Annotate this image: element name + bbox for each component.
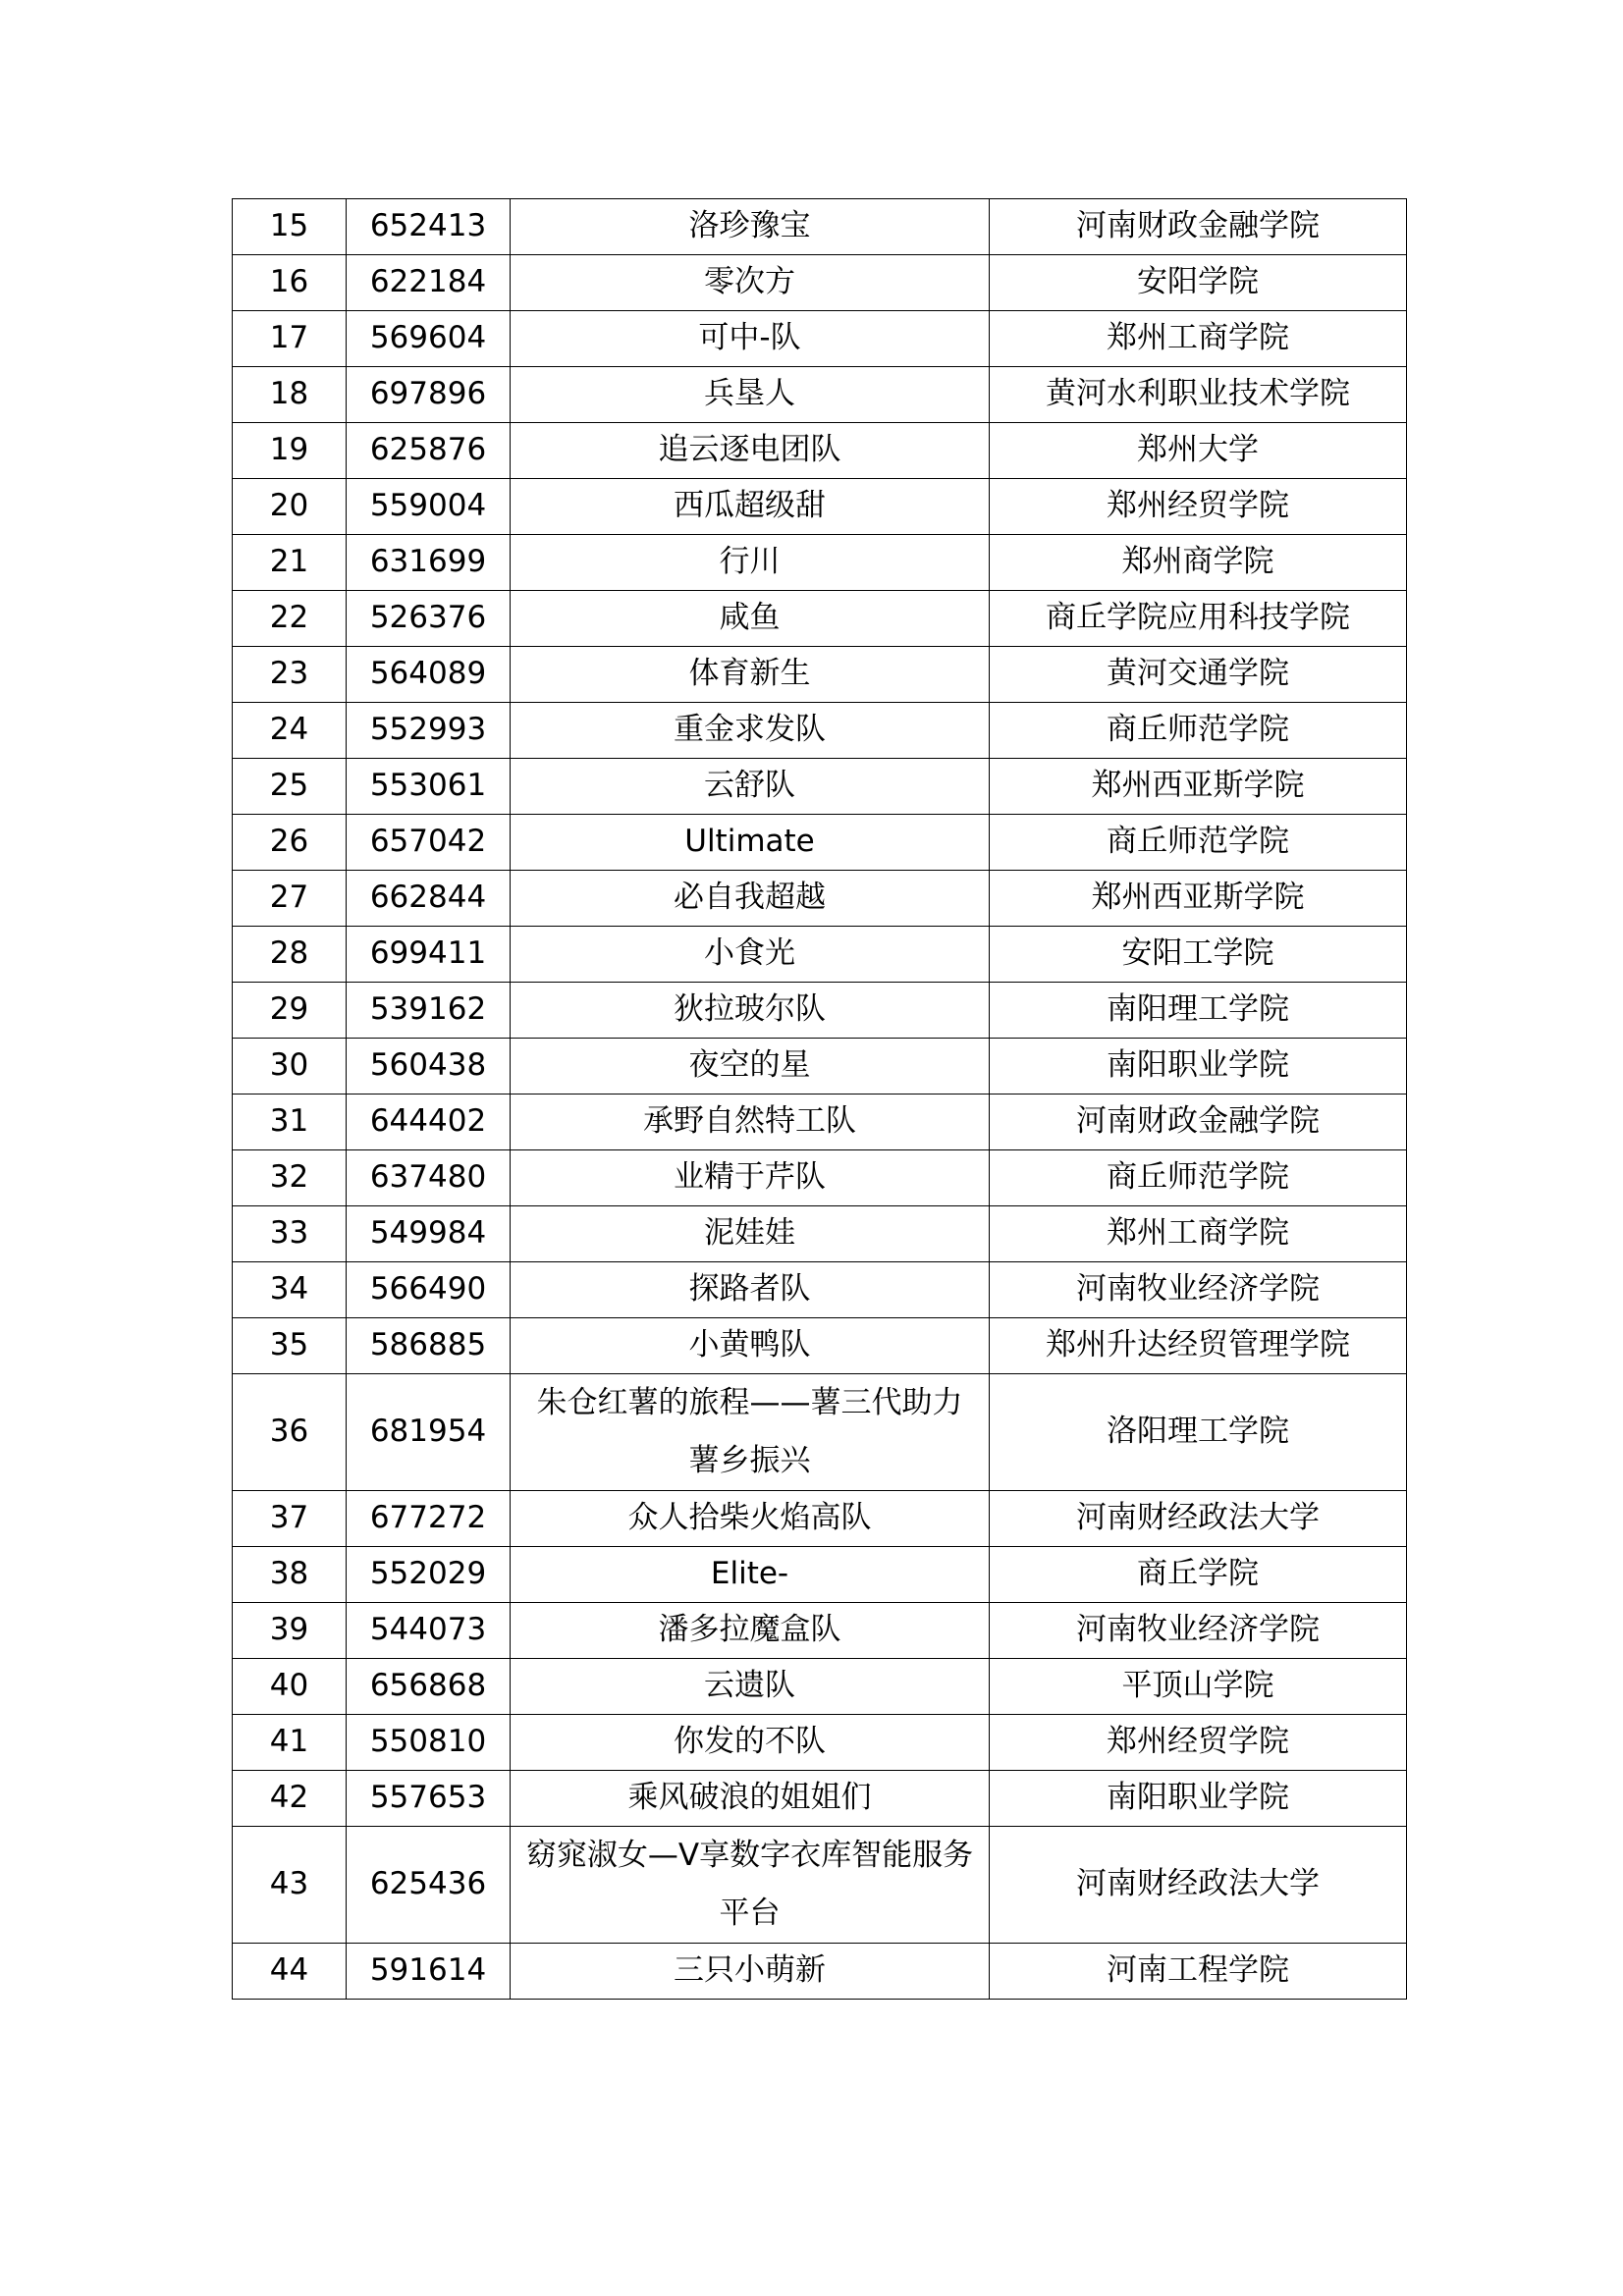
team-name-cell: 业精于芹队 bbox=[511, 1150, 990, 1206]
school-name-cell: 郑州工商学院 bbox=[990, 311, 1407, 367]
entry-id-cell: 591614 bbox=[347, 1944, 511, 2000]
school-name-cell: 南阳理工学院 bbox=[990, 983, 1407, 1039]
table-row bbox=[233, 591, 1407, 647]
school-name-cell: 黄河交通学院 bbox=[990, 647, 1407, 703]
row-number-cell: 36 bbox=[233, 1374, 347, 1491]
row-number-cell: 22 bbox=[233, 591, 347, 647]
team-name-cell: 云遗队 bbox=[511, 1659, 990, 1715]
team-name-cell: 行川 bbox=[511, 535, 990, 591]
table-row bbox=[233, 815, 1407, 871]
school-name-cell: 平顶山学院 bbox=[990, 1659, 1407, 1715]
table-row bbox=[233, 1715, 1407, 1771]
table-row bbox=[233, 1039, 1407, 1095]
table-row bbox=[233, 1262, 1407, 1318]
row-number-cell: 29 bbox=[233, 983, 347, 1039]
school-name-cell: 郑州大学 bbox=[990, 423, 1407, 479]
table-row bbox=[233, 927, 1407, 983]
row-number-cell: 26 bbox=[233, 815, 347, 871]
entry-id-cell: 631699 bbox=[347, 535, 511, 591]
team-name-cell: 众人拾柴火焰高队 bbox=[511, 1491, 990, 1547]
table-row bbox=[233, 1318, 1407, 1374]
team-roster-table bbox=[232, 198, 1407, 2000]
row-number-cell: 32 bbox=[233, 1150, 347, 1206]
school-name-cell: 河南工程学院 bbox=[990, 1944, 1407, 2000]
table-row bbox=[233, 535, 1407, 591]
team-name-cell: 探路者队 bbox=[511, 1262, 990, 1318]
team-name-cell: 承野自然特工队 bbox=[511, 1095, 990, 1150]
table-row bbox=[233, 647, 1407, 703]
team-name-cell: 窈窕淑女—V享数字衣库智能服务平台 bbox=[511, 1827, 990, 1944]
roster-table-body bbox=[233, 199, 1407, 2000]
row-number-cell: 21 bbox=[233, 535, 347, 591]
row-number-cell: 44 bbox=[233, 1944, 347, 2000]
row-number-cell: 33 bbox=[233, 1206, 347, 1262]
team-name-cell: Elite- bbox=[511, 1547, 990, 1603]
entry-id-cell: 662844 bbox=[347, 871, 511, 927]
school-name-cell: 郑州西亚斯学院 bbox=[990, 759, 1407, 815]
row-number-cell: 27 bbox=[233, 871, 347, 927]
school-name-cell: 河南财政金融学院 bbox=[990, 199, 1407, 255]
team-name-cell: 云舒队 bbox=[511, 759, 990, 815]
team-name-cell: 必自我超越 bbox=[511, 871, 990, 927]
team-name-cell: 潘多拉魔盒队 bbox=[511, 1603, 990, 1659]
team-name-cell: 咸鱼 bbox=[511, 591, 990, 647]
school-name-cell: 商丘学院应用科技学院 bbox=[990, 591, 1407, 647]
team-name-cell: 追云逐电团队 bbox=[511, 423, 990, 479]
school-name-cell: 商丘师范学院 bbox=[990, 815, 1407, 871]
row-number-cell: 23 bbox=[233, 647, 347, 703]
school-name-cell: 安阳学院 bbox=[990, 255, 1407, 311]
entry-id-cell: 625436 bbox=[347, 1827, 511, 1944]
row-number-cell: 20 bbox=[233, 479, 347, 535]
school-name-cell: 郑州西亚斯学院 bbox=[990, 871, 1407, 927]
table-row bbox=[233, 1944, 1407, 2000]
school-name-cell: 商丘学院 bbox=[990, 1547, 1407, 1603]
row-number-cell: 19 bbox=[233, 423, 347, 479]
entry-id-cell: 557653 bbox=[347, 1771, 511, 1827]
team-name-cell: 朱仓红薯的旅程——薯三代助力薯乡振兴 bbox=[511, 1374, 990, 1491]
row-number-cell: 24 bbox=[233, 703, 347, 759]
table-row bbox=[233, 983, 1407, 1039]
table-row bbox=[233, 199, 1407, 255]
team-name-cell: 西瓜超级甜 bbox=[511, 479, 990, 535]
team-name-cell: 兵垦人 bbox=[511, 367, 990, 423]
row-number-cell: 42 bbox=[233, 1771, 347, 1827]
school-name-cell: 商丘师范学院 bbox=[990, 1150, 1407, 1206]
entry-id-cell: 552993 bbox=[347, 703, 511, 759]
table-row bbox=[233, 703, 1407, 759]
table-row bbox=[233, 871, 1407, 927]
table-row bbox=[233, 423, 1407, 479]
row-number-cell: 18 bbox=[233, 367, 347, 423]
school-name-cell: 郑州升达经贸管理学院 bbox=[990, 1318, 1407, 1374]
entry-id-cell: 637480 bbox=[347, 1150, 511, 1206]
team-name-cell: 零次方 bbox=[511, 255, 990, 311]
table-row bbox=[233, 1827, 1407, 1944]
entry-id-cell: 586885 bbox=[347, 1318, 511, 1374]
entry-id-cell: 559004 bbox=[347, 479, 511, 535]
school-name-cell: 河南财经政法大学 bbox=[990, 1491, 1407, 1547]
table-row bbox=[233, 759, 1407, 815]
entry-id-cell: 560438 bbox=[347, 1039, 511, 1095]
team-name-cell: 小黄鸭队 bbox=[511, 1318, 990, 1374]
entry-id-cell: 569604 bbox=[347, 311, 511, 367]
table-row bbox=[233, 255, 1407, 311]
school-name-cell: 郑州商学院 bbox=[990, 535, 1407, 591]
entry-id-cell: 656868 bbox=[347, 1659, 511, 1715]
team-name-cell: 小食光 bbox=[511, 927, 990, 983]
entry-id-cell: 677272 bbox=[347, 1491, 511, 1547]
row-number-cell: 28 bbox=[233, 927, 347, 983]
school-name-cell: 郑州经贸学院 bbox=[990, 479, 1407, 535]
entry-id-cell: 697896 bbox=[347, 367, 511, 423]
row-number-cell: 35 bbox=[233, 1318, 347, 1374]
school-name-cell: 郑州经贸学院 bbox=[990, 1715, 1407, 1771]
row-number-cell: 39 bbox=[233, 1603, 347, 1659]
entry-id-cell: 566490 bbox=[347, 1262, 511, 1318]
team-name-cell: 狄拉玻尔队 bbox=[511, 983, 990, 1039]
table-row bbox=[233, 1603, 1407, 1659]
team-name-cell: 可中-队 bbox=[511, 311, 990, 367]
team-name-cell: 乘风破浪的姐姐们 bbox=[511, 1771, 990, 1827]
entry-id-cell: 526376 bbox=[347, 591, 511, 647]
table-row bbox=[233, 1771, 1407, 1827]
entry-id-cell: 699411 bbox=[347, 927, 511, 983]
row-number-cell: 25 bbox=[233, 759, 347, 815]
row-number-cell: 37 bbox=[233, 1491, 347, 1547]
table-row bbox=[233, 311, 1407, 367]
school-name-cell: 南阳职业学院 bbox=[990, 1039, 1407, 1095]
row-number-cell: 16 bbox=[233, 255, 347, 311]
entry-id-cell: 550810 bbox=[347, 1715, 511, 1771]
table-row bbox=[233, 1547, 1407, 1603]
row-number-cell: 15 bbox=[233, 199, 347, 255]
entry-id-cell: 549984 bbox=[347, 1206, 511, 1262]
team-name-cell: 泥娃娃 bbox=[511, 1206, 990, 1262]
table-row bbox=[233, 479, 1407, 535]
team-name-cell: 洛珍豫宝 bbox=[511, 199, 990, 255]
table-row bbox=[233, 1095, 1407, 1150]
team-name-cell: 体育新生 bbox=[511, 647, 990, 703]
school-name-cell: 郑州工商学院 bbox=[990, 1206, 1407, 1262]
entry-id-cell: 622184 bbox=[347, 255, 511, 311]
entry-id-cell: 644402 bbox=[347, 1095, 511, 1150]
team-name-cell: 夜空的星 bbox=[511, 1039, 990, 1095]
school-name-cell: 安阳工学院 bbox=[990, 927, 1407, 983]
row-number-cell: 30 bbox=[233, 1039, 347, 1095]
row-number-cell: 38 bbox=[233, 1547, 347, 1603]
team-name-cell: 三只小萌新 bbox=[511, 1944, 990, 2000]
table-row bbox=[233, 1491, 1407, 1547]
entry-id-cell: 657042 bbox=[347, 815, 511, 871]
table-row bbox=[233, 1374, 1407, 1491]
row-number-cell: 41 bbox=[233, 1715, 347, 1771]
school-name-cell: 洛阳理工学院 bbox=[990, 1374, 1407, 1491]
row-number-cell: 17 bbox=[233, 311, 347, 367]
row-number-cell: 43 bbox=[233, 1827, 347, 1944]
team-name-cell: 你发的不队 bbox=[511, 1715, 990, 1771]
entry-id-cell: 681954 bbox=[347, 1374, 511, 1491]
entry-id-cell: 652413 bbox=[347, 199, 511, 255]
school-name-cell: 黄河水利职业技术学院 bbox=[990, 367, 1407, 423]
entry-id-cell: 539162 bbox=[347, 983, 511, 1039]
entry-id-cell: 544073 bbox=[347, 1603, 511, 1659]
team-name-cell: 重金求发队 bbox=[511, 703, 990, 759]
table-row bbox=[233, 1150, 1407, 1206]
school-name-cell: 河南财政金融学院 bbox=[990, 1095, 1407, 1150]
school-name-cell: 河南牧业经济学院 bbox=[990, 1603, 1407, 1659]
table-row bbox=[233, 367, 1407, 423]
row-number-cell: 34 bbox=[233, 1262, 347, 1318]
school-name-cell: 河南财经政法大学 bbox=[990, 1827, 1407, 1944]
entry-id-cell: 625876 bbox=[347, 423, 511, 479]
school-name-cell: 河南牧业经济学院 bbox=[990, 1262, 1407, 1318]
school-name-cell: 南阳职业学院 bbox=[990, 1771, 1407, 1827]
entry-id-cell: 564089 bbox=[347, 647, 511, 703]
table-row bbox=[233, 1659, 1407, 1715]
table-row bbox=[233, 1206, 1407, 1262]
school-name-cell: 商丘师范学院 bbox=[990, 703, 1407, 759]
entry-id-cell: 553061 bbox=[347, 759, 511, 815]
team-name-cell: Ultimate bbox=[511, 815, 990, 871]
row-number-cell: 31 bbox=[233, 1095, 347, 1150]
row-number-cell: 40 bbox=[233, 1659, 347, 1715]
entry-id-cell: 552029 bbox=[347, 1547, 511, 1603]
